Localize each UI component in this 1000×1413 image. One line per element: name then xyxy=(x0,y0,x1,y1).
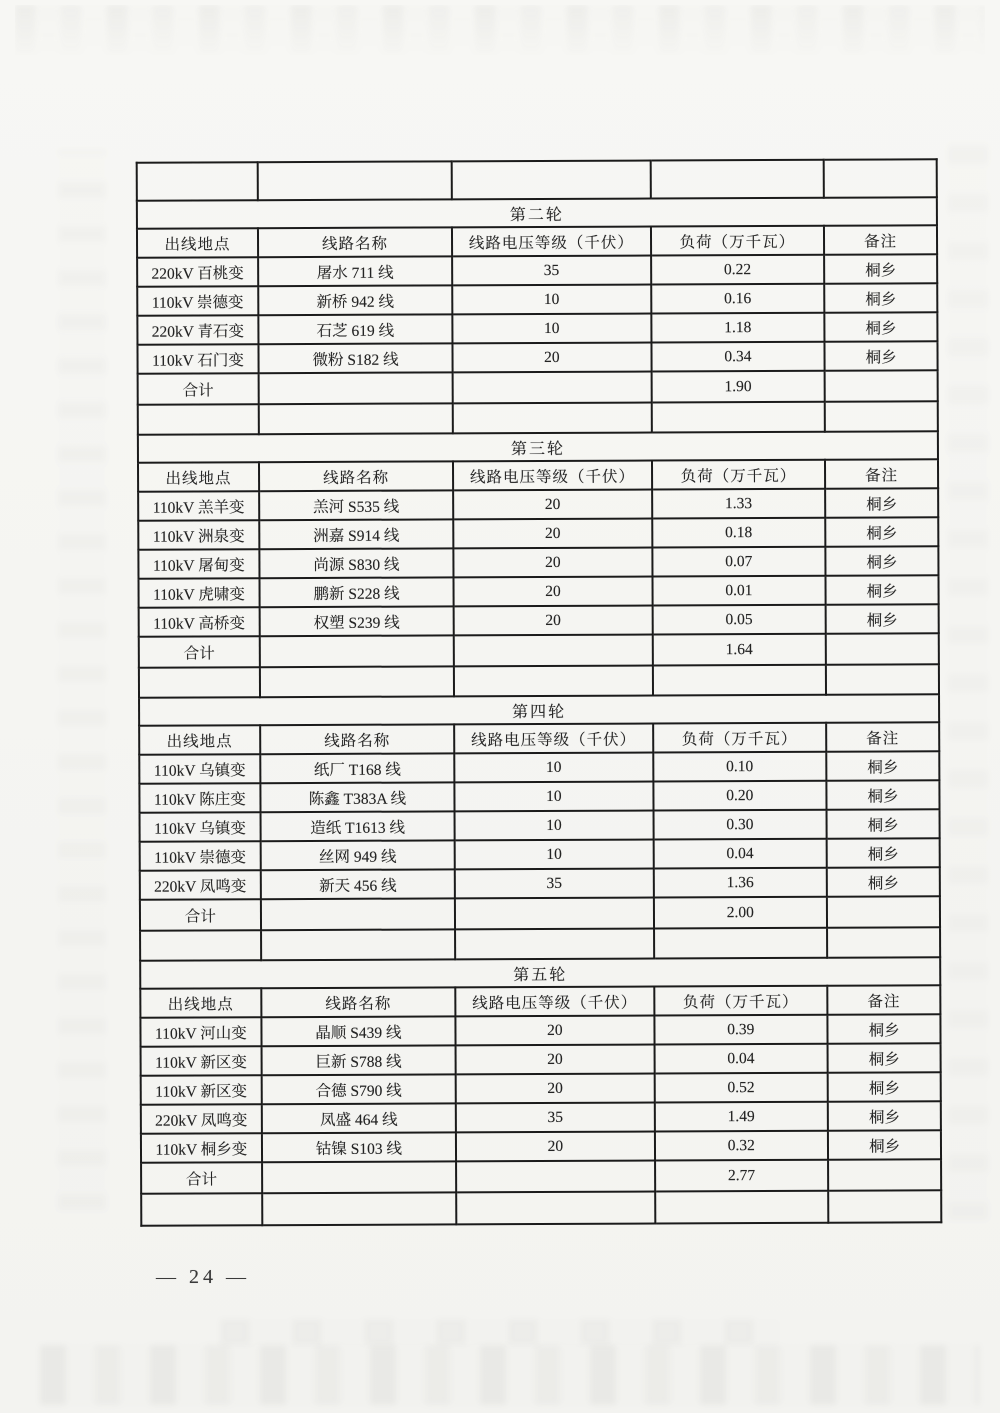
empty-cell xyxy=(258,372,453,404)
table-cell-location: 110kV 新区变 xyxy=(141,1075,262,1105)
table-cell-remark: 桐乡 xyxy=(827,809,940,838)
total-label: 合计 xyxy=(141,1162,262,1194)
table-cell-remark: 桐乡 xyxy=(827,780,940,809)
table-cell-voltage: 20 xyxy=(454,577,653,607)
table-header-cell: 线路名称 xyxy=(261,987,456,1017)
table-header-cell: 出线地点 xyxy=(138,462,259,492)
empty-cell xyxy=(825,401,938,431)
section-title: 第四轮 xyxy=(139,694,939,725)
table-header-cell: 负荷（万千瓦） xyxy=(651,226,825,256)
table-cell-remark: 桐乡 xyxy=(828,1101,941,1130)
header-row xyxy=(140,985,940,1017)
table-cell-voltage: 20 xyxy=(454,548,653,578)
table-header-cell: 出线地点 xyxy=(139,725,260,755)
empty-cell xyxy=(140,930,261,961)
table-cell-load: 0.07 xyxy=(652,547,826,577)
load-shedding-rounds-table xyxy=(136,158,943,1226)
table-cell-location: 110kV 崇德变 xyxy=(137,286,258,316)
table-row xyxy=(137,341,937,373)
table-header-cell: 线路电压等级（千伏） xyxy=(455,987,654,1017)
empty-cell xyxy=(825,370,938,401)
empty-cell xyxy=(260,666,455,697)
table-cell-location: 110kV 洲泉变 xyxy=(138,520,259,550)
table-cell-remark: 桐乡 xyxy=(828,1072,941,1101)
table-header-cell: 线路名称 xyxy=(260,724,455,754)
table-cell-location: 110kV 崇德变 xyxy=(140,841,261,871)
table-cell-voltage: 35 xyxy=(455,869,654,899)
table-cell-remark: 桐乡 xyxy=(827,838,940,867)
header-row xyxy=(138,459,938,491)
table-row xyxy=(140,838,940,870)
table-cell-line-name: 新天 456 线 xyxy=(261,869,456,899)
table-cell-load: 0.22 xyxy=(651,255,825,285)
empty-cell xyxy=(453,403,652,434)
table-cell-line-name: 石芝 619 线 xyxy=(258,314,453,344)
table-header-cell: 备注 xyxy=(827,985,940,1014)
table-header-cell: 线路电压等级（千伏） xyxy=(454,724,653,754)
table-header-cell: 负荷（万千瓦） xyxy=(653,723,827,753)
table-cell-location: 110kV 陈庄变 xyxy=(139,783,260,813)
table-cell-line-name: 凤盛 464 线 xyxy=(262,1103,457,1133)
table-cell-voltage: 10 xyxy=(453,314,652,344)
empty-cell xyxy=(651,402,825,433)
table-cell-load: 1.49 xyxy=(654,1102,828,1132)
table-cell-remark: 桐乡 xyxy=(828,1014,941,1043)
table-cell-line-name: 微粉 S182 线 xyxy=(258,343,453,373)
table-cell-load: 0.04 xyxy=(654,1044,828,1074)
table-cell-voltage: 10 xyxy=(455,840,654,870)
table-cell-line-name: 丝网 949 线 xyxy=(260,840,455,870)
table-cell-voltage: 20 xyxy=(456,1016,655,1046)
table-row xyxy=(137,312,937,344)
table-cell-voltage: 20 xyxy=(456,1132,655,1162)
table-cell-line-name: 羔河 S535 线 xyxy=(259,490,454,520)
table-cell-location: 110kV 新区变 xyxy=(141,1046,262,1076)
empty-cell xyxy=(453,372,652,404)
total-value: 1.64 xyxy=(652,634,826,666)
empty-cell xyxy=(260,635,455,667)
table-cell-line-name: 洲嘉 S914 线 xyxy=(259,519,454,549)
table-row xyxy=(137,254,937,286)
empty-cell xyxy=(652,665,826,696)
empty-cell xyxy=(141,1193,262,1226)
table-cell-remark: 桐乡 xyxy=(826,751,939,780)
empty-cell xyxy=(826,664,939,694)
table-header-cell: 备注 xyxy=(826,722,939,751)
section-title: 第五轮 xyxy=(140,957,940,988)
empty-cell xyxy=(456,1161,655,1193)
empty-cell xyxy=(456,1191,655,1224)
data-table xyxy=(136,158,943,1226)
table-cell-load: 0.10 xyxy=(653,752,827,782)
table-cell-line-name: 晶顺 S439 线 xyxy=(261,1016,456,1046)
total-row xyxy=(138,370,938,404)
table-cell-line-name: 屠水 711 线 xyxy=(258,256,453,286)
table-cell-load: 1.18 xyxy=(651,313,825,343)
table-cell-location: 220kV 凤鸣变 xyxy=(141,1104,262,1134)
table-cell-load: 0.04 xyxy=(653,839,827,869)
section-title-row xyxy=(139,694,939,725)
table-cell-line-name: 钴镍 S103 线 xyxy=(262,1132,457,1162)
table-cell-location: 110kV 乌镇变 xyxy=(139,754,260,784)
section-title-row xyxy=(137,197,937,228)
table-cell-voltage: 20 xyxy=(453,343,652,373)
empty-cell xyxy=(262,1192,457,1225)
table-header-cell: 线路电压等级（千伏） xyxy=(452,227,651,257)
table-cell-load: 0.16 xyxy=(651,284,825,314)
table-cell-voltage: 10 xyxy=(452,285,651,315)
table-cell-line-name: 合德 S790 线 xyxy=(261,1074,456,1104)
section-title: 第三轮 xyxy=(138,431,938,462)
table-cell-voltage: 10 xyxy=(455,811,654,841)
table-row xyxy=(138,546,938,578)
section-title-row xyxy=(140,957,940,988)
scan-bleed-artifact-bottom xyxy=(40,1345,980,1405)
table-cell-location: 110kV 桐乡变 xyxy=(141,1133,262,1163)
table-cell-location: 110kV 石门变 xyxy=(137,344,258,374)
table-bottom-empty-row xyxy=(141,1190,941,1225)
table-cell-location: 110kV 河山变 xyxy=(140,1017,261,1047)
table-cell-line-name: 陈鑫 T383A 线 xyxy=(260,782,455,812)
table-cell-load: 1.33 xyxy=(652,489,826,519)
table-row xyxy=(138,488,938,520)
table-cell-load: 0.05 xyxy=(652,605,826,635)
table-cell-voltage: 20 xyxy=(453,519,652,549)
table-row xyxy=(140,809,940,841)
empty-cell xyxy=(827,927,940,957)
table-cell-voltage: 20 xyxy=(456,1074,655,1104)
table-cell-remark: 桐乡 xyxy=(828,1043,941,1072)
table-row xyxy=(138,575,938,607)
scan-bleed-artifact-right xyxy=(948,140,988,1220)
total-label: 合计 xyxy=(139,636,260,668)
table-cell-remark: 桐乡 xyxy=(827,867,940,896)
table-cell-location: 110kV 高桥变 xyxy=(139,607,260,637)
section-separator-row xyxy=(138,401,938,434)
section-separator-row xyxy=(139,664,939,697)
empty-cell xyxy=(828,1190,941,1222)
empty-cell xyxy=(262,1161,457,1193)
empty-cell xyxy=(454,666,653,697)
table-cell-load: 1.36 xyxy=(653,868,827,898)
scan-bleed-artifact-left xyxy=(58,150,106,1210)
total-label: 合计 xyxy=(140,899,261,931)
empty-cell xyxy=(137,162,258,201)
table-cell-voltage: 35 xyxy=(456,1103,655,1133)
table-cell-remark: 桐乡 xyxy=(826,546,939,575)
table-row xyxy=(139,751,939,783)
table-cell-load: 0.01 xyxy=(652,576,826,606)
page-number: — 24 — xyxy=(156,1266,250,1288)
table-header-cell: 负荷（万千瓦） xyxy=(652,460,826,490)
table-cell-location: 220kV 青石变 xyxy=(137,315,258,345)
table-row xyxy=(141,1130,941,1162)
table-header-cell: 负荷（万千瓦） xyxy=(654,986,828,1016)
table-cell-location: 110kV 乌镇变 xyxy=(140,812,261,842)
total-label: 合计 xyxy=(138,373,259,405)
table-cell-remark: 桐乡 xyxy=(824,283,937,312)
table-cell-voltage: 20 xyxy=(453,490,652,520)
table-cell-line-name: 权塑 S239 线 xyxy=(259,606,454,636)
empty-cell xyxy=(452,161,651,200)
table-cell-location: 110kV 虎啸变 xyxy=(138,578,259,608)
empty-cell xyxy=(654,928,828,959)
table-cell-remark: 桐乡 xyxy=(826,575,939,604)
table-row xyxy=(140,867,940,899)
table-cell-remark: 桐乡 xyxy=(825,517,938,546)
table-header-cell: 线路电压等级（千伏） xyxy=(453,461,652,491)
table-cell-load: 0.32 xyxy=(654,1131,828,1161)
table-row xyxy=(141,1043,941,1075)
table-cell-voltage: 10 xyxy=(455,782,654,812)
table-cell-line-name: 造纸 T1613 线 xyxy=(260,811,455,841)
total-value: 1.90 xyxy=(651,371,825,403)
empty-cell xyxy=(261,898,456,930)
header-row xyxy=(139,722,939,754)
table-cell-load: 0.52 xyxy=(654,1073,828,1103)
table-cell-remark: 桐乡 xyxy=(825,341,938,370)
table-cell-voltage: 10 xyxy=(454,753,653,783)
empty-cell xyxy=(828,1159,941,1190)
table-cell-voltage: 35 xyxy=(452,256,651,286)
empty-cell xyxy=(139,667,260,698)
empty-cell xyxy=(826,633,939,664)
table-cell-remark: 桐乡 xyxy=(825,312,938,341)
table-cell-line-name: 纸厂 T168 线 xyxy=(260,753,455,783)
table-header-cell: 出线地点 xyxy=(137,228,258,258)
section-title-row xyxy=(138,431,938,462)
table-header-cell: 线路名称 xyxy=(259,461,454,491)
table-cell-location: 110kV 屠甸变 xyxy=(138,549,259,579)
table-cell-line-name: 巨新 S788 线 xyxy=(261,1045,456,1075)
total-row xyxy=(140,896,940,930)
empty-cell xyxy=(455,898,654,930)
table-row xyxy=(137,283,937,315)
table-cell-load: 0.39 xyxy=(654,1015,828,1045)
total-value: 2.00 xyxy=(653,897,827,929)
empty-cell xyxy=(455,929,654,960)
header-row xyxy=(137,225,937,257)
table-cell-remark: 桐乡 xyxy=(828,1130,941,1159)
empty-cell xyxy=(138,404,259,435)
table-cell-location: 220kV 凤鸣变 xyxy=(140,870,261,900)
table-cell-load: 0.20 xyxy=(653,781,827,811)
total-value: 2.77 xyxy=(655,1160,829,1192)
table-row xyxy=(141,1072,941,1104)
total-row xyxy=(141,1159,941,1193)
section-separator-row xyxy=(140,927,940,960)
table-cell-remark: 桐乡 xyxy=(825,488,938,517)
table-cell-line-name: 鹏新 S228 线 xyxy=(259,577,454,607)
table-row xyxy=(140,1014,940,1046)
scan-bleed-artifact-top xyxy=(15,5,985,55)
table-cell-load: 0.18 xyxy=(652,518,826,548)
table-cell-voltage: 20 xyxy=(456,1045,655,1075)
table-header-cell: 线路名称 xyxy=(258,227,453,257)
table-cell-voltage: 20 xyxy=(454,606,653,636)
table-cell-location: 110kV 羔羊变 xyxy=(138,491,259,521)
table-cell-line-name: 尚源 S830 线 xyxy=(259,548,454,578)
table-cell-line-name: 新桥 942 线 xyxy=(258,285,453,315)
table-header-cell: 出线地点 xyxy=(140,988,261,1018)
empty-cell xyxy=(257,161,452,200)
table-cell-location: 220kV 百桃变 xyxy=(137,257,258,287)
table-row xyxy=(139,780,939,812)
table-header-cell: 备注 xyxy=(824,225,937,254)
scan-bleed-artifact-mid-bottom xyxy=(220,1319,780,1345)
table-cell-load: 0.30 xyxy=(653,810,827,840)
table-cell-load: 0.34 xyxy=(651,342,825,372)
table-cell-remark: 桐乡 xyxy=(824,254,937,283)
table-row xyxy=(141,1101,941,1133)
table-row xyxy=(138,517,938,549)
empty-cell xyxy=(827,896,940,927)
table-cell-remark: 桐乡 xyxy=(826,604,939,633)
empty-cell xyxy=(454,635,653,667)
section-title: 第二轮 xyxy=(137,197,937,228)
table-row xyxy=(139,604,939,636)
empty-cell xyxy=(259,403,454,434)
empty-cell xyxy=(655,1191,829,1224)
table-header-cell: 备注 xyxy=(825,459,938,488)
empty-cell xyxy=(650,160,824,199)
carryover-empty-row xyxy=(137,159,937,200)
empty-cell xyxy=(261,929,456,960)
empty-cell xyxy=(824,159,937,197)
total-row xyxy=(139,633,939,667)
